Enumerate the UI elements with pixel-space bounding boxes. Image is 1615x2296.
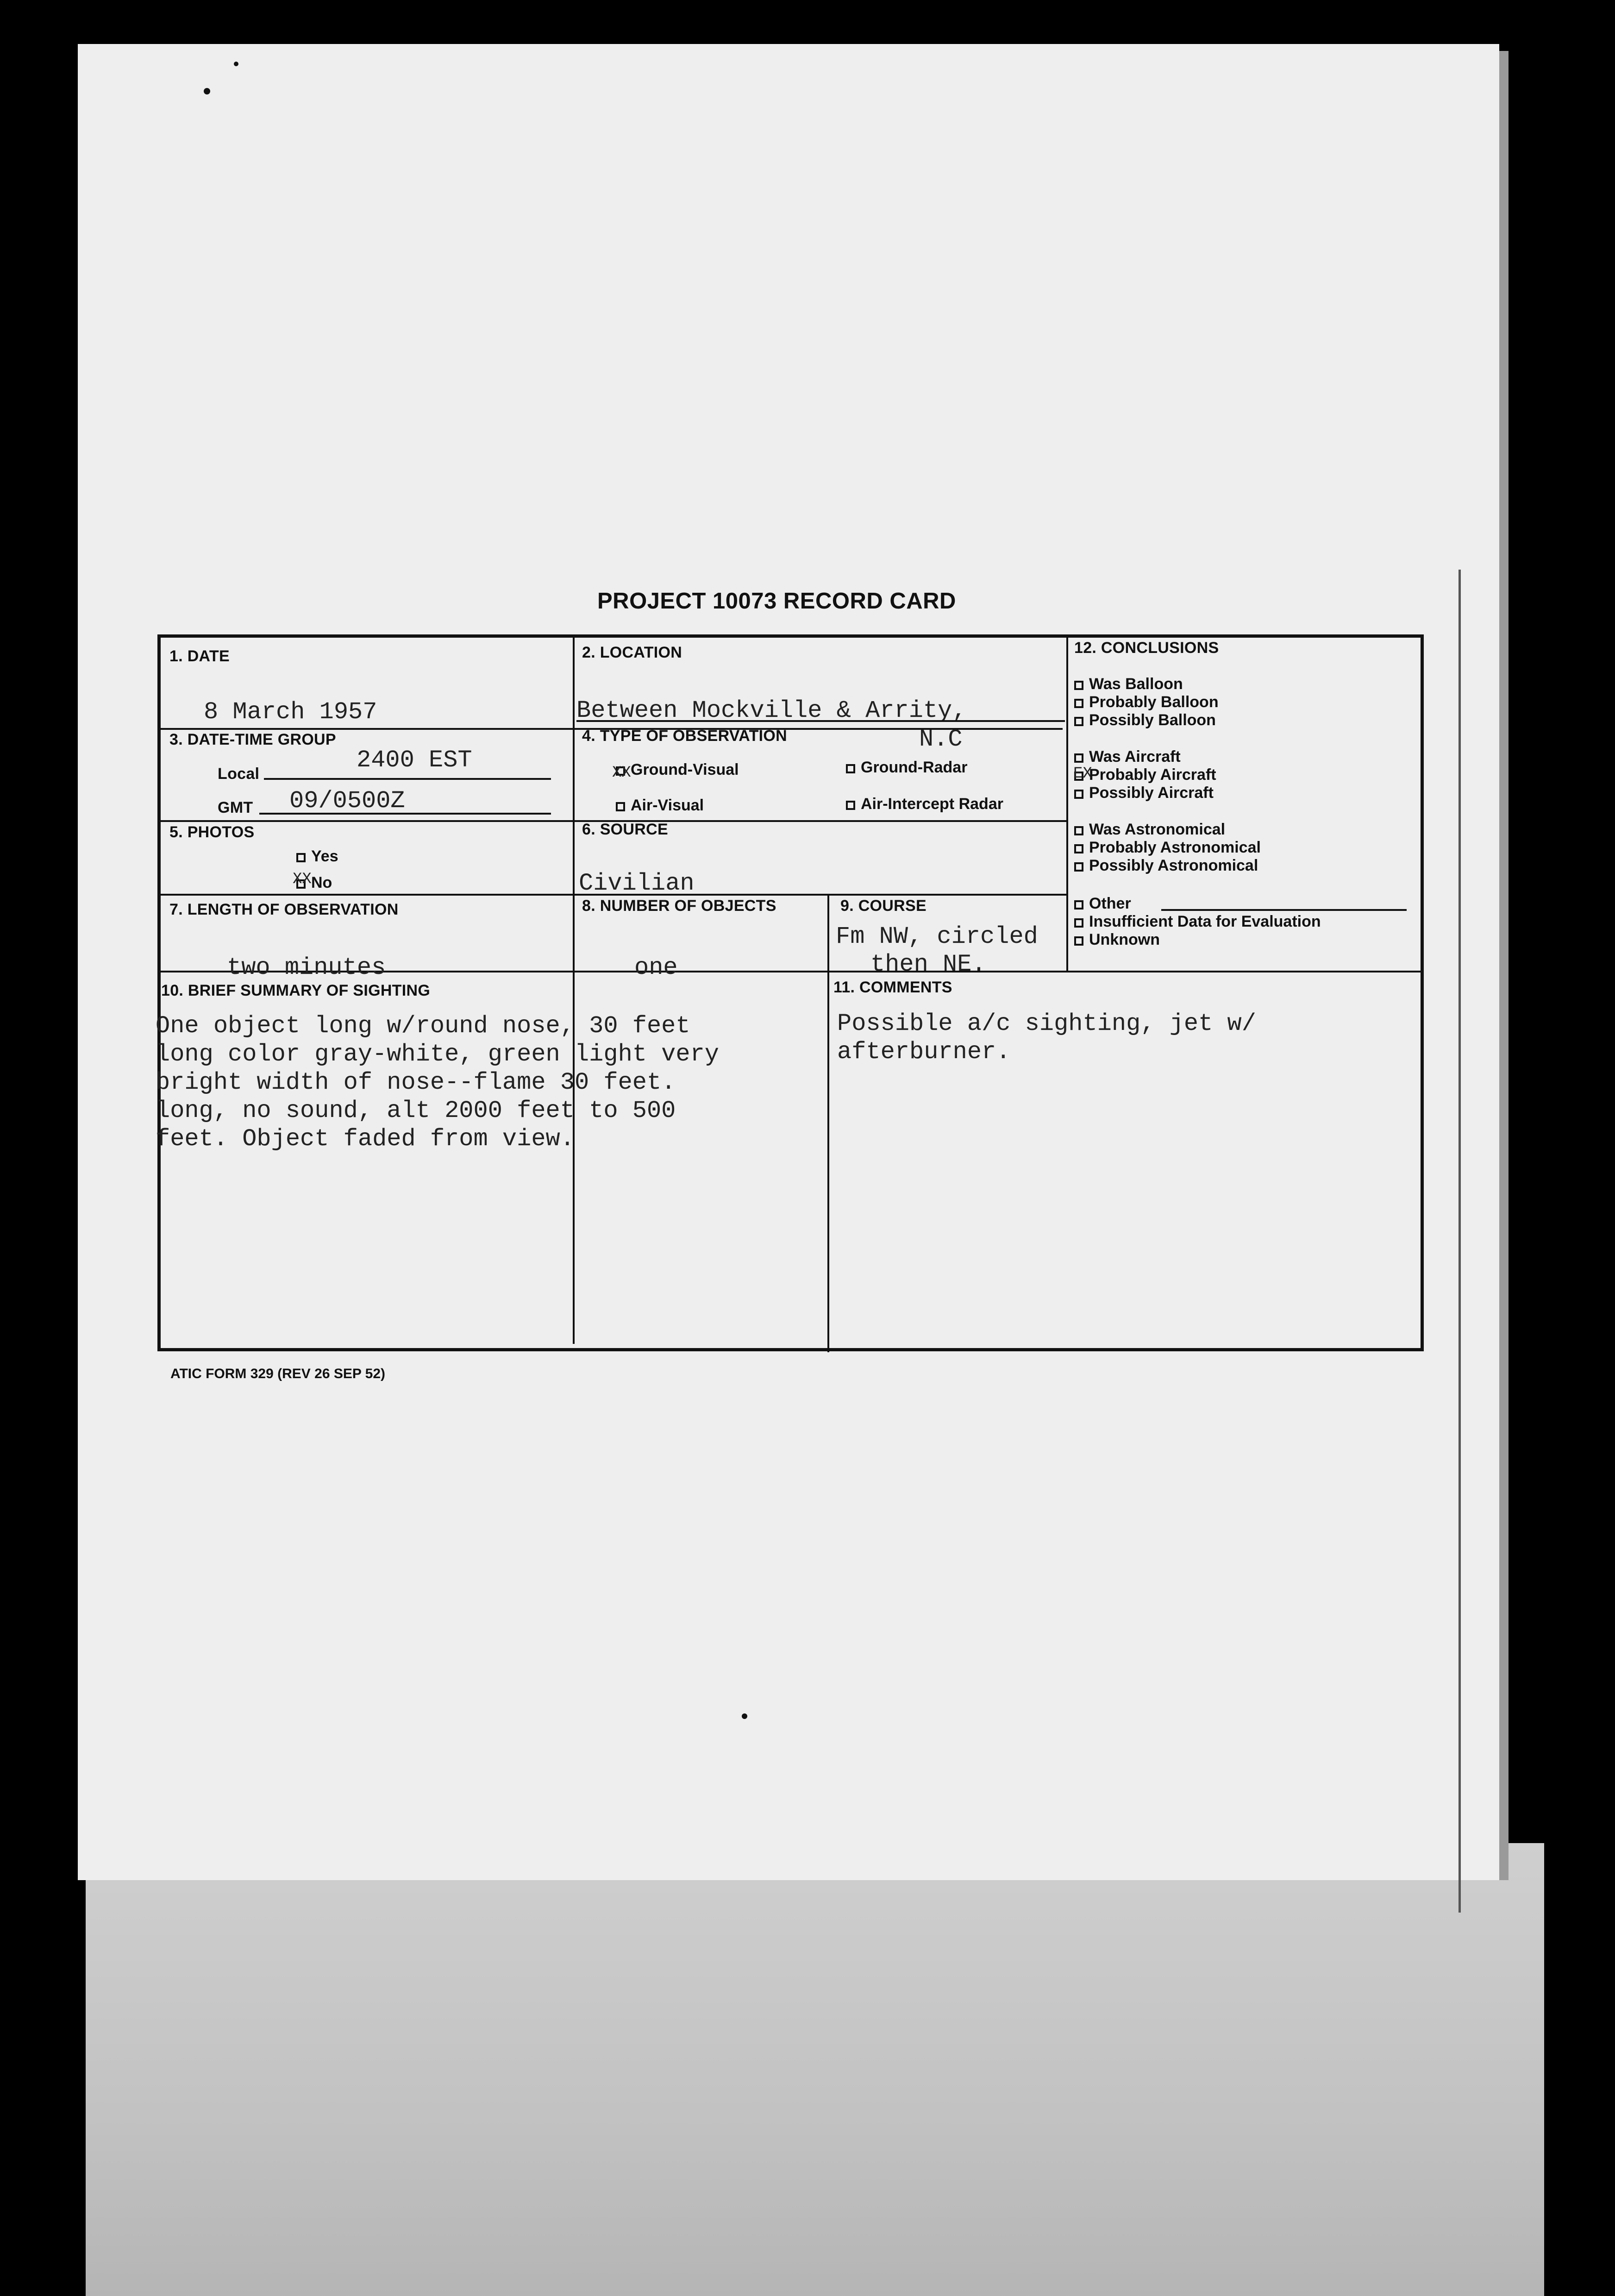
option-label: Possibly Balloon — [1089, 711, 1216, 729]
conclusion-was-aircraft — [1074, 748, 1181, 766]
comments-line: afterburner. — [837, 1038, 1011, 1066]
summary-line: long, no sound, alt 2000 feet to 500 — [156, 1097, 676, 1124]
summary-line: long color gray-white, green light very — [156, 1041, 719, 1068]
option-label: Possibly Astronomical — [1089, 857, 1258, 874]
ground-radar-option — [846, 759, 967, 777]
air-visual-option — [616, 797, 704, 815]
option-label: No — [311, 874, 332, 891]
gmt-value: 09/0500Z — [289, 787, 405, 815]
conclusion-was-astronomical — [1074, 821, 1225, 839]
option-label: Probably Aircraft — [1089, 766, 1216, 784]
option-label: Ground-Radar — [861, 759, 968, 776]
checkbox-icon — [846, 801, 855, 810]
option-label: Air-Visual — [631, 797, 704, 814]
number-of-objects-value: one — [634, 954, 678, 981]
comments-label: 11. COMMENTS — [833, 979, 952, 996]
source-label: 6. SOURCE — [582, 821, 668, 838]
comments-line: Possible a/c sighting, jet w/ — [837, 1010, 1256, 1037]
option-label: Was Aircraft — [1089, 748, 1181, 765]
local-value: 2400 EST — [357, 747, 472, 774]
checkbox-icon — [846, 764, 855, 773]
comments-text — [837, 1010, 1256, 1066]
summary-line: bright width of nose--flame 30 feet. — [156, 1069, 676, 1096]
probably-aircraft-mark: EX — [1073, 765, 1092, 783]
type-of-observation-label: 4. TYPE OF OBSERVATION — [582, 727, 788, 745]
conclusion-possibly-balloon — [1074, 711, 1216, 729]
date-time-group-label: 3. DATE-TIME GROUP — [169, 731, 336, 748]
option-label: Other — [1089, 895, 1131, 912]
summary-label: 10. BRIEF SUMMARY OF SIGHTING — [161, 982, 431, 999]
photos-no-mark: XX — [293, 871, 312, 888]
option-label: Was Astronomical — [1089, 821, 1226, 838]
local-underline — [264, 778, 551, 780]
scan-edge-mark — [1459, 570, 1461, 1913]
option-label: Probably Astronomical — [1089, 839, 1261, 856]
length-of-observation-label: 7. LENGTH OF OBSERVATION — [169, 901, 399, 918]
checkbox-icon — [1074, 681, 1083, 690]
location-underline — [576, 720, 1065, 722]
location-label: 2. LOCATION — [582, 644, 682, 661]
checkbox-icon — [1074, 918, 1083, 928]
location-value: Between Mockville & Arrity, — [576, 697, 967, 724]
option-label: Ground-Visual — [631, 761, 739, 778]
conclusion-other — [1074, 895, 1131, 913]
ground-visual-option — [616, 761, 739, 779]
source-value: Civilian — [579, 870, 695, 897]
conclusion-probably-astronomical — [1074, 839, 1261, 857]
checkbox-icon — [1074, 753, 1083, 763]
local-label: Local — [218, 765, 260, 783]
option-label: Unknown — [1089, 931, 1160, 948]
course-line-1: Fm NW, circled — [836, 923, 1038, 950]
conclusion-was-balloon — [1074, 675, 1183, 693]
paper-shadow — [1499, 51, 1509, 1880]
checkbox-icon — [1074, 936, 1083, 946]
option-label: Yes — [311, 847, 338, 865]
scan-speck — [742, 1713, 747, 1719]
scan-speck — [234, 62, 238, 66]
col-divider — [1066, 636, 1068, 972]
length-of-observation-value: two minutes — [227, 954, 386, 981]
conclusion-probably-aircraft — [1074, 766, 1216, 784]
other-underline — [1161, 909, 1407, 911]
checkbox-icon — [1074, 790, 1083, 799]
option-label: Possibly Aircraft — [1089, 784, 1214, 802]
checkbox-icon — [1074, 717, 1083, 726]
scan-background — [86, 1843, 1544, 2296]
checkbox-icon — [1074, 862, 1083, 872]
summary-text — [156, 1012, 719, 1153]
col-divider — [573, 636, 575, 1344]
col-divider — [827, 894, 829, 1352]
gmt-label: GMT — [218, 799, 253, 816]
date-value: 8 March 1957 — [204, 698, 377, 726]
conclusion-unknown — [1074, 931, 1160, 949]
photos-yes-option — [296, 847, 338, 866]
card-title: PROJECT 10073 RECORD CARD — [597, 589, 956, 614]
scan-speck — [204, 88, 210, 94]
option-label: Was Balloon — [1089, 675, 1183, 693]
conclusion-possibly-aircraft — [1074, 784, 1214, 802]
summary-line: One object long w/round nose, 30 feet — [156, 1012, 690, 1040]
course-label: 9. COURSE — [840, 897, 926, 915]
conclusion-insufficient-data — [1074, 913, 1321, 931]
checkbox-icon — [1074, 826, 1083, 835]
summary-line: feet. Object faded from view. — [156, 1125, 575, 1153]
checkbox-icon — [616, 802, 625, 811]
location-state: N.C — [919, 726, 963, 753]
photos-label: 5. PHOTOS — [169, 823, 255, 841]
form-identifier: ATIC FORM 329 (REV 26 SEP 52) — [170, 1366, 386, 1381]
ground-visual-mark: XX — [612, 764, 631, 782]
number-of-objects-label: 8. NUMBER OF OBJECTS — [582, 897, 776, 915]
course-line-2: then NE. — [870, 951, 986, 978]
checkbox-icon — [296, 853, 306, 862]
option-label: Insufficient Data for Evaluation — [1089, 913, 1321, 930]
checkbox-icon — [1074, 900, 1083, 910]
option-label: Probably Balloon — [1089, 693, 1219, 711]
checkbox-icon — [1074, 844, 1083, 853]
conclusion-probably-balloon — [1074, 693, 1219, 711]
conclusions-label: 12. CONCLUSIONS — [1074, 639, 1219, 657]
date-label: 1. DATE — [169, 647, 230, 665]
air-intercept-radar-option — [846, 795, 1003, 813]
checkbox-icon — [1074, 699, 1083, 708]
conclusion-possibly-astronomical — [1074, 857, 1258, 875]
option-label: Air-Intercept Radar — [861, 795, 1003, 813]
